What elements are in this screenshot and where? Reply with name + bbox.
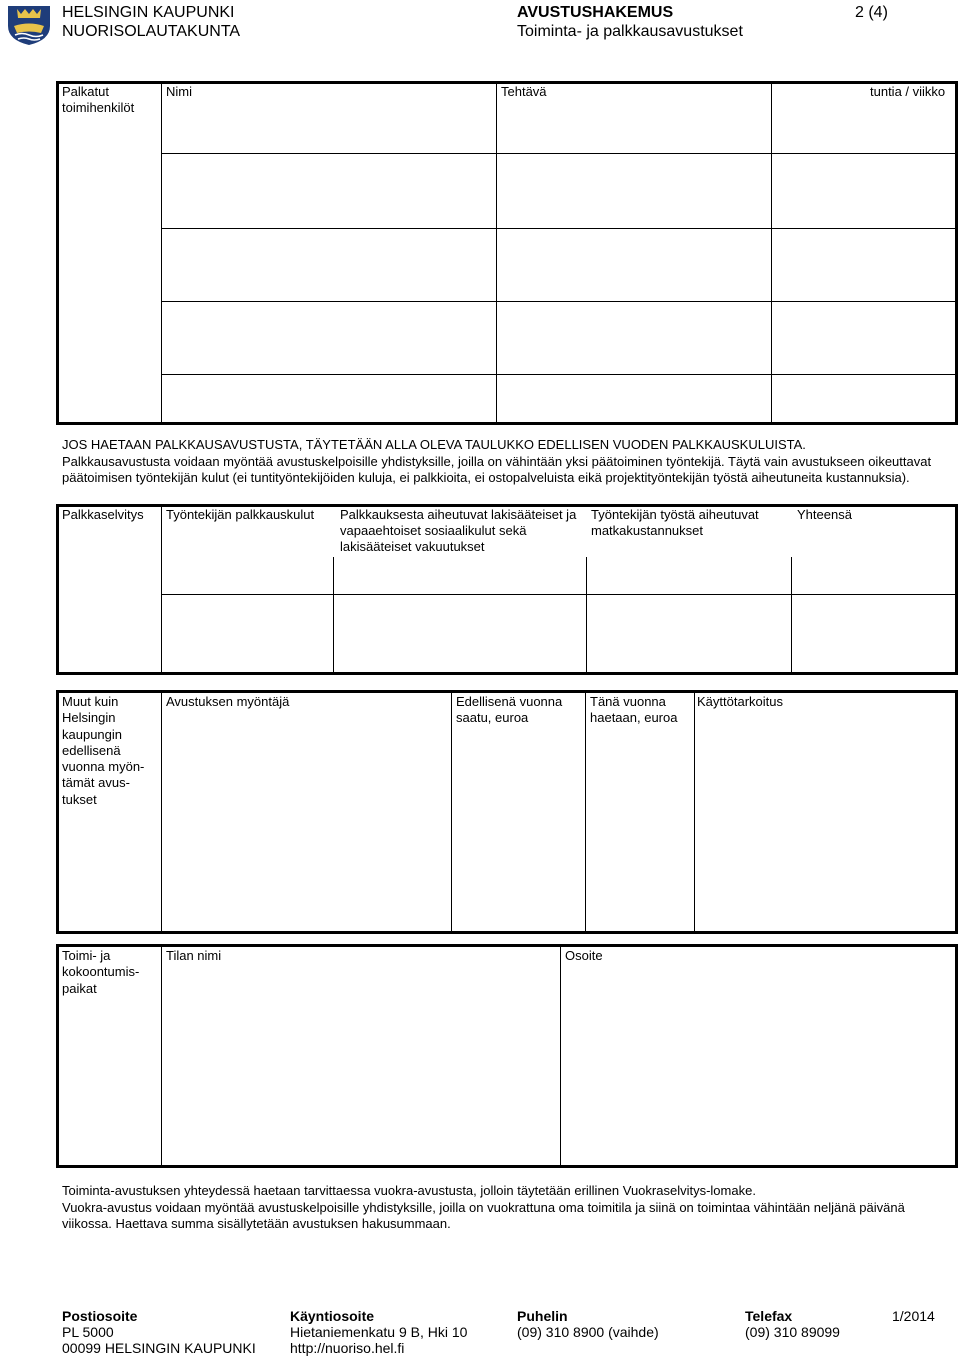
salary-travel-cell[interactable]: [586, 597, 788, 669]
staff-row-label: Palkatut toimihenkilöt: [62, 84, 135, 115]
staff-col-name: Nimi: [166, 84, 192, 99]
premises-col-name: Tilan nimi: [166, 948, 222, 963]
other-grants-col-this-year: Tänä vuonna haetaan, euroa: [590, 694, 678, 725]
salary-row-label: Palkkaselvitys: [62, 507, 144, 522]
city-crest-logo: [4, 2, 54, 46]
salary-col-costs: Työntekijän palkkauskulut: [166, 507, 315, 522]
other-grants-row-label: Muut kuin Helsingin kaupungin edellisenä vuonna myön-tämät avus-tukset: [62, 694, 145, 807]
premises-row-label: Toimi- ja kokoontumis-paikat: [62, 948, 140, 996]
premises-col-address: Osoite: [565, 948, 603, 963]
other-grants-col-grantor: Avustuksen myöntäjä: [166, 694, 290, 709]
staff-task-cell[interactable]: [496, 152, 768, 222]
other-grants-purpose-cell[interactable]: [696, 740, 951, 928]
document-title: AVUSTUSHAKEMUS: [517, 4, 674, 21]
salary-col-social: Palkkauksesta aiheutuvat lakisääteiset ja vapaaehtoiset sosiaalikulut sekä lakisääteiset vakuutukset: [340, 507, 577, 554]
rent-notice: Toiminta-avustuksen yhteydessä haetaan tarvittaessa vuokra-avustusta, jolloin täytetään erillinen Vuokraselvitys-lomake. Vuokra-avustus voidaan myöntää avustuskelpoisille yhdistyksille, joilla on vuokrattuna oma toimitila ja siinä on toimintaa vähintään neljänä päivänä viikossa. Haettava summa sisällytetään avustuksen hakusummaan.: [62, 1183, 905, 1231]
other-grants-col-last-year: Edellisenä vuonna saatu, euroa: [456, 694, 563, 725]
other-grants-col-purpose: Käyttötarkoitus: [697, 694, 783, 709]
salary-costs-cell[interactable]: [161, 597, 329, 669]
salary-social-cell[interactable]: [333, 597, 583, 669]
footer-visit: Käyntiosoite Hietaniemenkatu 9 B, Hki 10 http://nuoriso.hel.fi: [290, 1308, 468, 1356]
salary-total-cell[interactable]: [791, 597, 951, 669]
staff-col-hours: tuntia / viikko: [870, 84, 946, 99]
other-grants-last-year-cell[interactable]: [452, 740, 584, 928]
footer-phone: Puhelin (09) 310 8900 (vaihde): [517, 1308, 659, 1340]
staff-hours-cell[interactable]: [771, 152, 951, 222]
footer-postal: Postiosoite PL 5000 00099 HELSINGIN KAUPUNKI: [62, 1308, 256, 1356]
salary-col-travel: Työntekijän työstä aiheutuvat matkakustannukset: [591, 507, 759, 538]
premises-address-cell[interactable]: [560, 970, 951, 1162]
staff-col-task: Tehtävä: [501, 84, 547, 99]
document-subtitle: Toiminta- ja palkkausavustukset: [517, 23, 743, 40]
footer-version: 1/2014: [892, 1308, 935, 1324]
salary-notice: JOS HAETAAN PALKKAUSAVUSTUSTA, TÄYTETÄÄN ALLA OLEVA TAULUKKO EDELLISEN VUODEN PALKKAUSKULUISTA. Palkkausavustusta voidaan myöntää avustuskelpoisille yhdistyksille, joilla on vähintään yksi päätoiminen työntekijä. Täytä vain avustukseen oikeuttavat päätoimisen työntekijän kulut (ei tuntityöntekijöiden kuluja, ei palkkioita, ei ostopalveluista eikä projektityöntekijän työstä aiheutuneita kustannuksia).: [62, 437, 932, 485]
other-grants-this-year-cell[interactable]: [587, 740, 693, 928]
footer-fax: Telefax (09) 310 89099: [745, 1308, 840, 1340]
org-name: HELSINGIN KAUPUNKI NUORISOLAUTAKUNTA: [62, 4, 241, 40]
salary-col-total: Yhteensä: [797, 507, 852, 522]
staff-table: [56, 81, 958, 425]
other-grants-grantor-cell[interactable]: [161, 740, 449, 928]
staff-name-cell[interactable]: [161, 152, 493, 222]
premises-name-cell[interactable]: [161, 970, 557, 1162]
page-number: 2 (4): [855, 4, 888, 21]
